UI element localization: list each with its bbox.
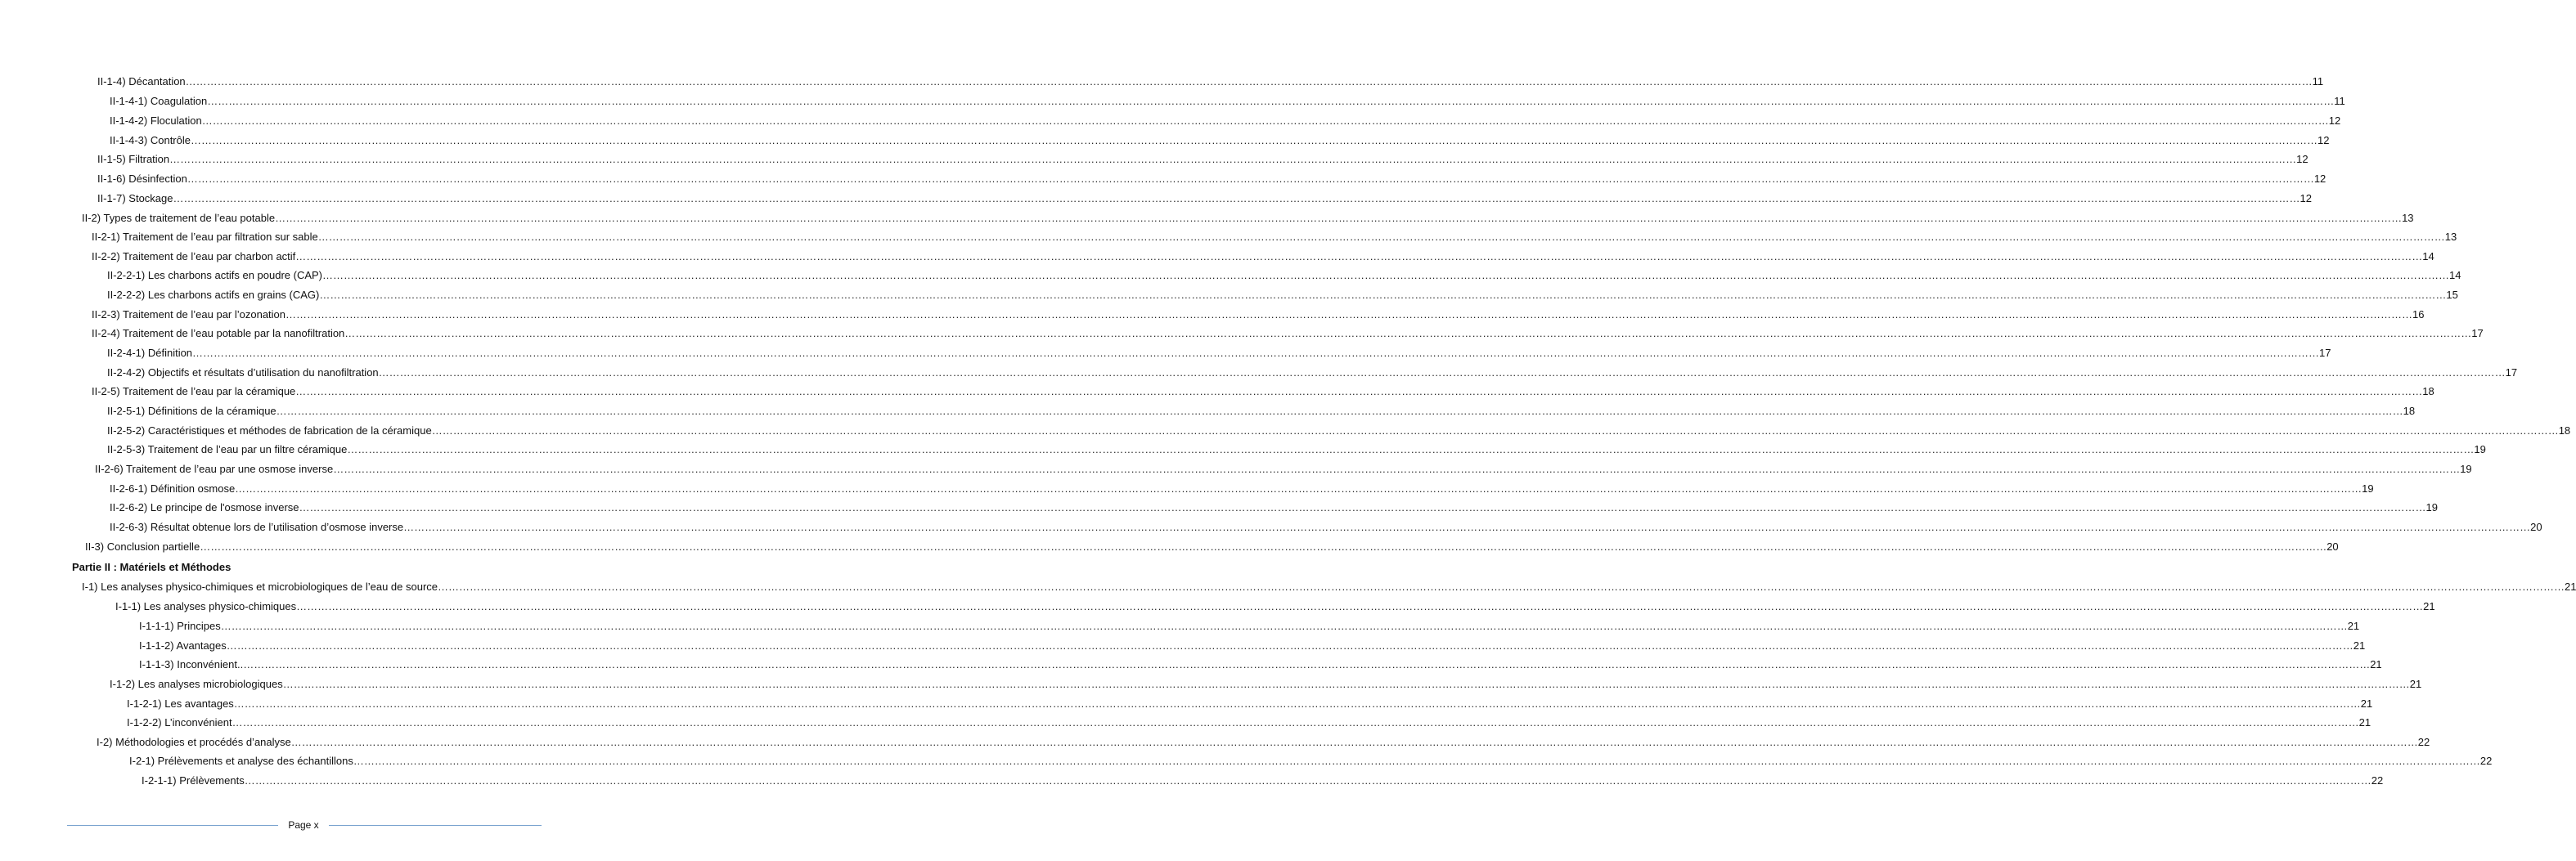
toc-entry-title: II-1-4-1) Coagulation [110,95,208,107]
toc-page-number: 14 [2422,250,2434,262]
toc-page-number: 21 [2565,581,2576,593]
toc-entry [127,715,2371,731]
toc-leader-dots: …………………………………………………………………………………………………………………………………………………………………………………………………………………………………………………………………………………………………………………………………………………………………………………………………………………………………………………………………………………………………………………………………………………… [322,269,2450,281]
toc-entry-title: Partie II : Matériels et Méthodes [72,561,232,573]
toc-page-number: 19 [2425,501,2438,513]
toc-leader-dots: …………………………………………………………………………………………………………………………………………………………………………………………………………………………………………………………………………………………………………………………………………………………………………………………………………………………………………………………………………………………………………………………………………………… [244,774,2371,787]
toc-leader-dots: …………………………………………………………………………………………………………………………………………………………………………………………………………………………………………………………………………………………………………………………………………………………………………………………………………………………………………………………………………………………………………………………………………………… [275,212,2403,224]
toc-entry-title: I-1-1-2) Avantages [139,639,227,652]
toc-leader-dots: …………………………………………………………………………………………………………………………………………………………………………………………………………………………………………………………………………………………………………………………………………………………………………………………………………………………………………………………………………………………………………………………………………………… [192,347,2320,359]
toc-page-number: 17 [2319,347,2331,359]
toc-entry [92,325,2484,342]
toc-leader-dots: …………………………………………………………………………………………………………………………………………………………………………………………………………………………………………………………………………………………………………………………………………………………………………………………………………………………………………………………………………………………………………………………………………………… [276,405,2403,417]
toc-entry-title: II-2-6-3) Résultat obtenue lors de l’utilisation d’osmose inverse [110,521,404,533]
toc-page-number: 13 [2402,212,2414,224]
toc-entry-title: II-1-7) Stockage [97,192,173,204]
toc-entry-title: I-1-2) Les analyses microbiologiques [110,678,283,690]
toc-entry [107,287,2458,303]
toc-entry [110,500,2438,516]
toc-entry-title: II-2-5) Traitement de l’eau par la céramique [92,385,296,397]
toc-entry-title: I-1-1-1) Principes [139,620,221,632]
toc-page-number: 18 [2422,385,2434,397]
toc-entry [107,423,2571,439]
toc-page-number: 18 [2558,424,2571,437]
toc-entry [97,151,2309,168]
toc-entry-title: II-2-3) Traitement de l’eau par l’ozonation [92,308,286,321]
toc-leader-dots: …………………………………………………………………………………………………………………………………………………………………………………………………………………………………………………………………………………………………………………………………………………………………………………………………………………………………………………………………………………………………………………………………………………… [295,385,2423,397]
toc-entry-title: II-2-4-2) Objectifs et résultats d’utilisation du nanofiltration [107,366,379,379]
toc-page-number: 12 [2317,134,2330,146]
toc-leader-dots: …………………………………………………………………………………………………………………………………………………………………………………………………………………………………………………………………………………………………………………………………………………………………………………………………………………………………………………………………………………………………………………………………………………… [232,716,2359,729]
toc-entry [139,657,2382,673]
toc-entry-title: I-1-2-2) L’inconvénient [127,716,232,729]
toc-entry [110,676,2422,693]
toc-entry [127,696,2373,712]
toc-leader-dots: …………………………………………………………………………………………………………………………………………………………………………………………………………………………………………………………………………………………………………………………………………………………………………………………………………………………………………………………………………………………………………………………………………………… [220,620,2348,632]
toc-page-number: 21 [2358,716,2371,729]
toc-entry-title: II-2-2-2) Les charbons actifs en grains (CAG) [107,289,320,301]
toc-section-heading [72,559,327,576]
toc-leader-dots: …………………………………………………………………………………………………………………………………………………………………………………………………………………………………………………………………………………………………………………………………………………………………………………………………………………………………………………………………………………………………………………………………………………… [403,521,2531,533]
toc-page-number: 11 [2334,95,2345,107]
toc-entry-title: II-2-4-1) Définition [107,347,193,359]
toc-entry-title: II-2-4) Traitement de l’eau potable par la nanofiltration [92,327,345,339]
toc-entry [110,113,2341,129]
toc-page-number: 13 [2444,231,2457,243]
toc-leader-dots: …………………………………………………………………………………………………………………………………………………………………………………………………………………………………………………………………………………………………………………………………………………………………………………………………………………………………………………………………………………………………………………………………………………… [378,366,2506,379]
toc-entry-title: II-2-2-1) Les charbons actifs en poudre (CAP) [107,269,323,281]
toc-page-number: 17 [2471,327,2484,339]
toc-entry-title: II-1-5) Filtration [97,153,170,165]
toc-leader-dots: …………………………………………………………………………………………………………………………………………………………………………………………………………………………………………………………………………………………………………………………………………………………………………………………………………………………………………………………………………………………………………………………………………………… [169,153,2297,165]
toc-page-number: 22 [2371,774,2384,787]
toc-entry-title: II-2-5-1) Définitions de la céramique [107,405,276,417]
footer-rule-left [67,825,278,826]
toc-entry [107,365,2518,381]
toc-entry-title: II-2-1) Traitement de l’eau par filtration sur sable [92,231,318,243]
toc-entry-title: II-2-5-3) Traitement de l’eau par un filtre céramique [107,443,348,455]
toc-entry-title: II-2) Types de traitement de l’eau potable [82,212,276,224]
toc-entry-title: II-1-4) Décantation [97,75,186,87]
toc-page-number: 12 [2328,114,2341,127]
toc-leader-dots: …………………………………………………………………………………………………………………………………………………………………………………………………………………………………………………………………………………………………………………………………………………………………………………………………………………………………………………………………………………………………………………………………………………… [333,463,2461,475]
toc-entry [107,442,2486,458]
toc-entry [97,171,2326,187]
toc-entry [97,74,2324,90]
toc-entry [110,481,2374,497]
toc-page-number: 14 [2449,269,2461,281]
toc-leader-dots: …………………………………………………………………………………………………………………………………………………………………………………………………………………………………………………………………………………………………………………………………………………………………………………………………………………………………………………………………………………………………………………………………………………… [233,697,2361,710]
toc-entry [107,267,2461,284]
toc-entry [115,599,2435,615]
toc-entry [97,191,2312,207]
toc-leader-dots: …………………………………………………………………………………………………………………………………………………………………………………………………………………………………………………………………………………………………………………………………………………………………………………………………………………………………………………………………………………………………………………………………………………… [226,639,2353,652]
toc-leader-dots: …………………………………………………………………………………………………………………………………………………………………………………………………………………………………………………………………………………………………………………………………………………………………………………………………………………………………………………………………………………………………………………………………………………… [173,192,2300,204]
toc-page-number: 12 [2300,192,2312,204]
toc-entry-title: II-1-6) Désinfection [97,173,187,185]
toc-entry-title: I-1-1-3) Inconvénient.. [139,658,244,670]
toc-leader-dots: …………………………………………………………………………………………………………………………………………………………………………………………………………………………………………………………………………………………………………………………………………………………………………………………………………………………………………………………………………………………………………………………………………………… [200,540,2327,553]
toc-entry [110,519,2542,536]
toc-entry-title: I-1) Les analyses physico-chimiques et microbiologiques de l’eau de source [82,581,438,593]
toc-page-number: 19 [2474,443,2486,455]
toc-entry [92,229,2457,245]
toc-leader-dots: …………………………………………………………………………………………………………………………………………………………………………………………………………………………………………………………………………………………………………………………………………………………………………………………………………………………………………………………………………………………………………………………………………………… [319,289,2447,301]
toc-leader-dots: …………………………………………………………………………………………………………………………………………………………………………………………………………………………………………………………………………………………………………………………………………………………………………………………………………………………………………………………………………………………………………………………………………………… [438,581,2565,593]
toc-entry [129,753,2493,769]
toc-page-number: 20 [2530,521,2542,533]
toc-page-number: 21 [2360,697,2373,710]
toc-page-number: 21 [2347,620,2360,632]
toc-page-number: 21 [2423,600,2435,612]
toc-entry-title: II-2-6-2) Le principe de l'osmose inverse [110,501,299,513]
toc-leader-dots: …………………………………………………………………………………………………………………………………………………………………………………………………………………………………………………………………………………………………………………………………………………………………………………………………………………………………………………………………………………………………………………………………………………… [282,678,2410,690]
toc-entry [92,307,2425,323]
toc-entry-title: II-3) Conclusion partielle [85,540,200,553]
toc-entry-title: I-2-1) Prélèvements et analyse des échantillons [129,755,353,767]
toc-entry [110,132,2330,149]
toc-page-number: 20 [2326,540,2339,553]
toc-entry [107,345,2331,361]
toc-entry-title: I-1-2-1) Les avantages [127,697,234,710]
toc-leader-dots: …………………………………………………………………………………………………………………………………………………………………………………………………………………………………………………………………………………………………………………………………………………………………………………………………………………………………………………………………………………………………………………………………………………… [295,250,2423,262]
toc-leader-dots: …………………………………………………………………………………………………………………………………………………………………………………………………………………………………………………………………………………………………………………………………………………………………………………………………………………………………………………………………………………………………………………………………………………… [187,173,2314,185]
toc-entry [139,638,2366,654]
toc-page-number: 12 [2296,153,2309,165]
toc-page-number: 16 [2412,308,2425,321]
toc-entry [95,461,2472,478]
toc-leader-dots: …………………………………………………………………………………………………………………………………………………………………………………………………………………………………………………………………………………………………………………………………………………………………………………………………………………………………………………………………………………………………………………………………………………… [299,501,2426,513]
toc-entry [142,773,2384,789]
toc-page-number: 21 [2353,639,2366,652]
toc-entry [85,539,2339,555]
toc-leader-dots: …………………………………………………………………………………………………………………………………………………………………………………………………………………………………………………………………………………………………………………………………………………………………………………………………………………………………………………………………………………………………………………………………………………… [190,134,2318,146]
toc-entry [92,249,2434,265]
toc-entry [139,618,2360,635]
toc-leader-dots: …………………………………………………………………………………………………………………………………………………………………………………………………………………………………………………………………………………………………………………………………………………………………………………………………………………………………………………………………………………………………………………………………………………… [353,755,2480,767]
toc-leader-dots: …………………………………………………………………………………………………………………………………………………………………………………………………………………………………………………………………………………………………………………………………………………………………………………………………………………………………………………………………………………………………………………………………………………… [344,327,2472,339]
toc-leader-dots: …………………………………………………………………………………………………………………………………………………………………………………………………………………………………………………………………………………………………………………………………………………………………………………………………………………………………………………………………………………………………………………………………………………… [235,482,2362,495]
toc-entry-title: II-2-6-1) Définition osmose [110,482,236,495]
toc-page-number: 18 [2403,405,2416,417]
toc-entry-title: II-1-4-3) Contrôle [110,134,191,146]
toc-entry-title: II-1-4-2) Floculation [110,114,202,127]
toc-page-number: 21 [2409,678,2422,690]
toc-page-number: 19 [2460,463,2472,475]
toc-entry [82,579,2576,595]
toc-leader-dots: …………………………………………………………………………………………………………………………………………………………………………………………………………………………………………………………………………………………………………………………………………………………………………………………………………………………………………………………………………………………………………………………………………………… [290,736,2418,748]
toc-entry [110,93,2345,110]
toc-leader-dots: …………………………………………………………………………………………………………………………………………………………………………………………………………………………………………………………………………………………………………………………………………………………………………………………………………………………………………………………………………………………………………………………………………………… [243,658,2371,670]
toc-page-number: 19 [2362,482,2374,495]
toc-entry-title: II-2-6) Traitement de l’eau par une osmose inverse [95,463,334,475]
toc-leader-dots: …………………………………………………………………………………………………………………………………………………………………………………………………………………………………………………………………………………………………………………………………………………………………………………………………………………………………………………………………………………………………………………………………………………… [431,424,2559,437]
footer-rule-right [329,825,542,826]
toc-entry [97,734,2430,751]
toc-leader-dots: …………………………………………………………………………………………………………………………………………………………………………………………………………………………………………………………………………………………………………………………………………………………………………………………………………………………………………………………………………………………………………………………………………………… [347,443,2475,455]
toc-page-number: 17 [2505,366,2518,379]
toc-leader-dots: …………………………………………………………………………………………………………………………………………………………………………………………………………………………………………………………………………………………………………………………………………………………………………………………………………………………………………………………………………………………………………………………………………………… [201,114,2329,127]
toc-page-number: 12 [2313,173,2326,185]
toc-page-number: 21 [2370,658,2382,670]
toc-leader-dots: …………………………………………………………………………………………………………………………………………………………………………………………………………………………………………………………………………………………………………………………………………………………………………………………………………………………………………………………………………………………………………………………………………………… [296,600,2424,612]
toc-leader-dots: …………………………………………………………………………………………………………………………………………………………………………………………………………………………………………………………………………………………………………………………………………………………………………………………………………………………………………………………………………………………………………………………………………………… [285,308,2413,321]
toc-entry [92,383,2434,400]
toc-entry-title: I-2) Méthodologies et procédés d’analyse [97,736,291,748]
footer-page-label: Page x [288,819,319,831]
toc-page-number: 22 [2479,755,2493,767]
toc-leader-dots: …………………………………………………………………………………………………………………………………………………………………………………………………………………………………………………………………………………………………………………………………………………………………………………………………………………………………………………………………………………………………………………………………………………… [185,75,2313,87]
toc-leader-dots: …………………………………………………………………………………………………………………………………………………………………………………………………………………………………………………………………………………………………………………………………………………………………………………………………………………………………………………………………………………………………………………………………………………… [317,231,2445,243]
toc-page-number: 15 [2446,289,2458,301]
toc-entry [107,403,2416,419]
toc-leader-dots: …………………………………………………………………………………………………………………………………………………………………………………………………………………………………………………………………………………………………………………………………………………………………………………………………………………………………………………………………………………………………………………………………………………… [207,95,2335,107]
toc-entry [82,210,2414,226]
toc-entry-title: I-2-1-1) Prélèvements [142,774,245,787]
toc-page-number: 22 [2417,736,2430,748]
toc-page-number: 11 [2312,75,2324,87]
toc-entry-title: II-2-2) Traitement de l’eau par charbon actif [92,250,296,262]
toc-entry-title: I-1-1) Les analyses physico-chimiques [115,600,297,612]
toc-entry-title: II-2-5-2) Caractéristiques et méthodes de fabrication de la céramique [107,424,432,437]
